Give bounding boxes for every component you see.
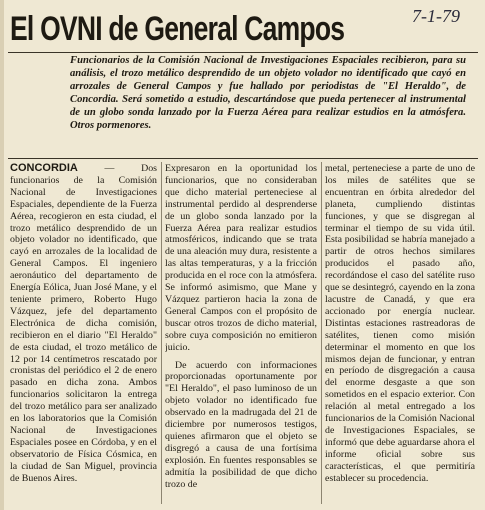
body-paragraph: Expresaron en la oportunidad los funcionarios, que no consideraban que dicho material perteneciese al instrumental perdido al desprenderse de un globo sonda lanzado por la Fuerza Aérea para realizar estudios atmosféricos, indicando que se trata de una aleación muy dura, resistente a las altas temperaturas, y a la fricción producida en el roce con la atmósfera. Se informó asimismo, que Mane y Vázquez partieron hacia la zona de General Campos con el propósito de buscar otros trozos de dicho material, sobre cuya composición no emitieron juicio. — [165, 163, 317, 353]
paragraph-text: — Dos funcionarios de la Comisión Nacional de Investigaciones Espaciales, dependiente de la Fuerza Aérea, recogieron en esta ciudad, el trozo metálico desprendido de un objeto volador no identificado, que cayó en arrozales de la localidad de General Campos. El ingeniero aeronáutico del departamento de Energía Eólica, Juan José Mane, y el teniente primero, Roberto Hugo Vázquez, jefe del departamento Electrónica de dicha comisión, recibieron en el diario "El Heraldo" de esta ciudad, el trozo metálico de 12 por 14 centímetros rescatado por cronistas del periódico el 2 de enero pasado en dicha zona. Ambos funcionarios solicitaron la entrega del trozo metálico para ser analizado en los laboratorios que la Comisión Nacional de Investigaciones Espaciales posee en Córdoba, y en el observatorio de Física Cósmica, en la ciudad de San Miguel, provincia de Buenos Aires. — [10, 163, 157, 484]
headline-rule — [8, 52, 478, 53]
column-divider — [161, 162, 162, 504]
body-paragraph — [10, 163, 157, 484]
column-divider — [321, 162, 322, 504]
lead-rule — [8, 158, 478, 159]
dateline: CONCORDIA — [10, 163, 78, 174]
article-column-1 — [10, 163, 157, 505]
clipping-left-edge — [0, 0, 4, 510]
lead-paragraph: Funcionarios de la Comisión Nacional de Investigaciones Espaciales recibieron, para su análisis, el trozo metálico desprendido de un objeto volador no identificado que cayó en arrozales de General Campos y fue hallado por periodistas de "El Heraldo", de Concordia. Será sometido a estudio, descartándose que pueda pertenecer al instrumental de un globo sonda lanzado por la Fuerza Aérea para realizar estudios en la atmósfera. Otros pormenores. — [70, 55, 466, 131]
headline: El OVNI de General Campos — [10, 10, 345, 48]
body-paragraph: metal, perteneciese a parte de uno de los miles de satélites que se encuentran en órbita alrededor del planeta, cumpliendo distintas funciones, y que se disgregan al terminar el tiempo de su vida útil. Esta posibilidad se habría manejado a partir de otros hechos similares producidos el pasado año, recordándose el caso del satélite ruso que se desintegró, cayendo en la zona lacustre de Canadá, y que era accionado por energía nuclear. Distintas estaciones rastreadoras de satélites, tienen como misión determinar el momento en que los mismos dejan de funcionar, y entran en período de disgregación a causa del enorme desgaste a que son sometidos en el espacio exterior. Con relación al metal entregado a los funcionarios de la Comisión Nacional de Investigaciones Espaciales, se informó que debe aguardarse ahora el informe oficial sobre sus características, el que permitiría establecer su procedencia. — [325, 163, 475, 484]
article-column-2 — [165, 163, 317, 505]
handwritten-date: 7-1-79 — [412, 6, 460, 26]
article-column-3 — [325, 163, 475, 505]
body-paragraph: De acuerdo con informaciones proporcionadas oportunamente por "El Heraldo", el paso luminoso de un objeto volador no identificado fue observado en la madrugada del 21 de diciembre por numerosos testigos, quienes afirmaron que el objeto se disgregó a causa de una fortísima explosión. En fuentes responsables se admitía la posibilidad de que dicho trozo de — [165, 359, 317, 490]
